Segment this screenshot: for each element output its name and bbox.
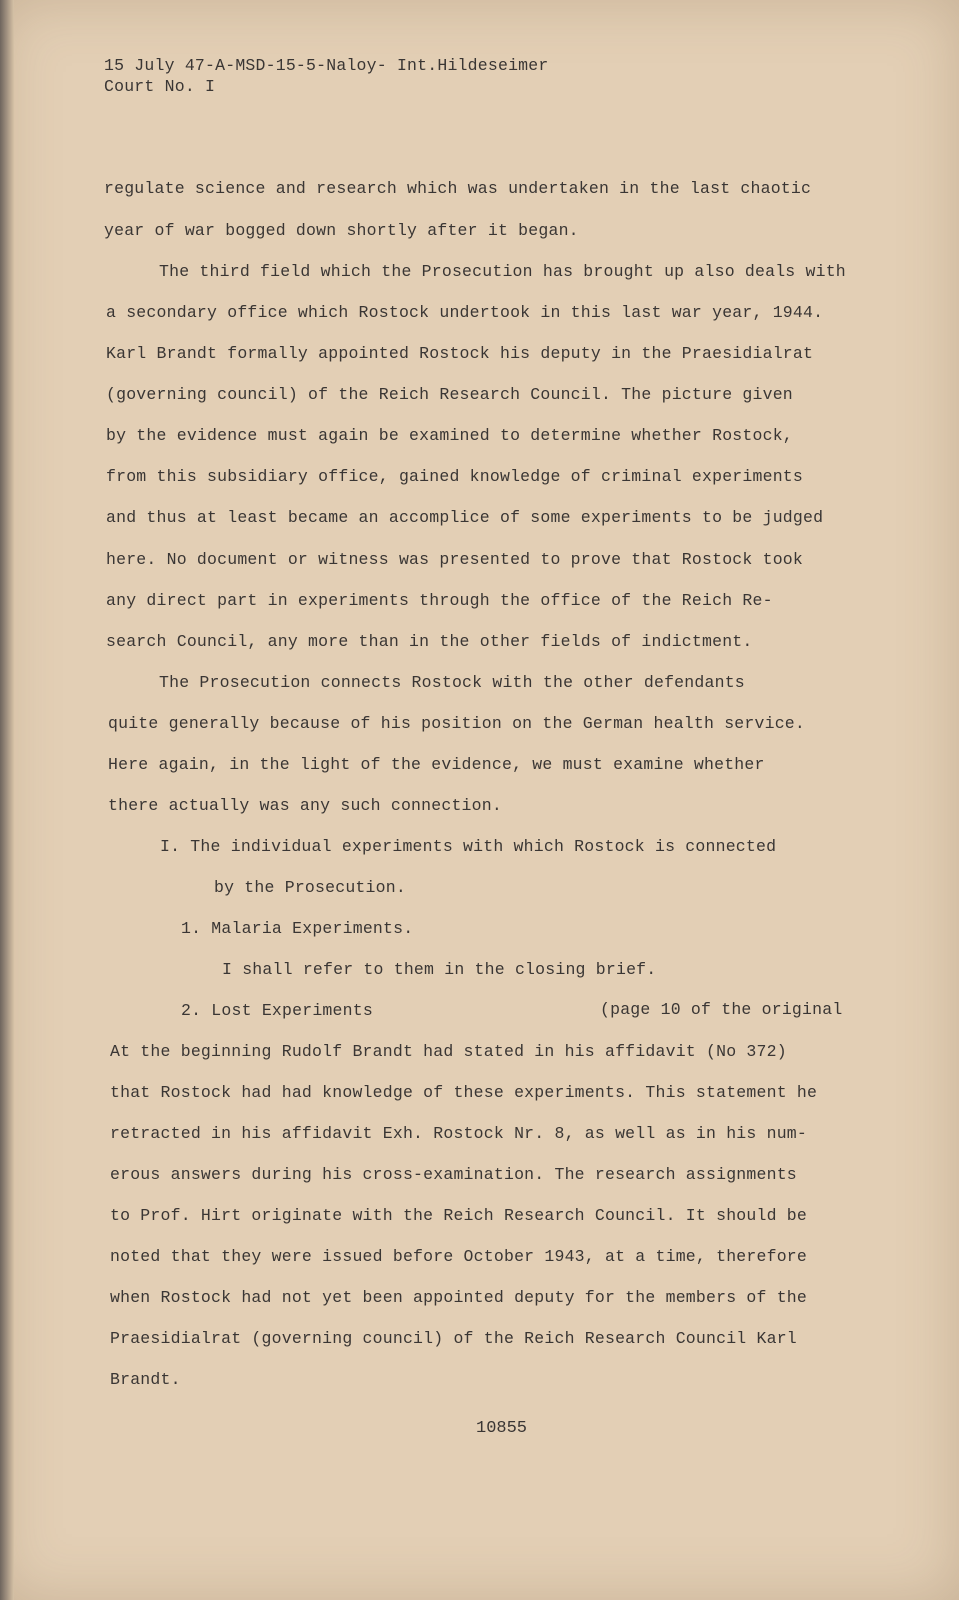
body-line: there actually was any such connection. [108, 796, 502, 815]
paper-edge-shadow [0, 0, 14, 1600]
body-line: noted that they were issued before October 1943, at a time, therefore [110, 1247, 808, 1266]
body-line: Karl Brandt formally appointed Rostock his deputy in the Praesidialrat [106, 344, 814, 363]
list-heading-continued: by the Prosecution. [214, 878, 406, 897]
body-line: any direct part in experiments through the office of the Reich Re- [106, 591, 773, 610]
body-line: from this subsidiary office, gained knowledge of criminal experiments [106, 467, 804, 486]
list-item-title: 2. Lost Experiments [181, 1001, 373, 1020]
body-line: when Rostock had not yet been appointed deputy for the members of the [110, 1288, 808, 1307]
list-heading: I. The individual experiments with which Rostock is connected [160, 837, 777, 856]
body-line: regulate science and research which was undertaken in the last chaotic [104, 179, 812, 198]
body-line: (governing council) of the Reich Research Council. The picture given [106, 385, 793, 404]
list-item-text: I shall refer to them in the closing brief. [222, 960, 657, 979]
body-line: and thus at least became an accomplice of some experiments to be judged [106, 508, 824, 527]
body-line: a secondary office which Rostock undertook in this last war year, 1944. [106, 303, 824, 322]
body-line: retracted in his affidavit Exh. Rostock Nr. 8, as well as in his num- [110, 1124, 808, 1143]
margin-note: (page 10 of the original [600, 1000, 843, 1019]
body-line: that Rostock had had knowledge of these experiments. This statement he [110, 1083, 818, 1102]
page-number: 10855 [476, 1419, 528, 1438]
body-line: to Prof. Hirt originate with the Reich Research Council. It should be [110, 1206, 808, 1225]
list-item-title: 1. Malaria Experiments. [181, 919, 414, 938]
body-line: year of war bogged down shortly after it began. [104, 221, 579, 240]
body-line: search Council, any more than in the other fields of indictment. [106, 632, 753, 651]
body-line: Here again, in the light of the evidence, we must examine whether [108, 755, 765, 774]
body-line: The Prosecution connects Rostock with the other defendants [159, 673, 745, 692]
body-line: here. No document or witness was presented to prove that Rostock took [106, 550, 804, 569]
body-line: Praesidialrat (governing council) of the Reich Research Council Karl [110, 1329, 797, 1348]
body-line: At the beginning Rudolf Brandt had stated in his affidavit (No 372) [110, 1042, 787, 1061]
header-line-2: Court No. I [104, 77, 216, 96]
body-line: The third field which the Prosecution has brought up also deals with [159, 262, 846, 281]
body-line: quite generally because of his position on the German health service. [108, 714, 806, 733]
body-line: erous answers during his cross-examination. The research assignments [110, 1165, 797, 1184]
header-line-1: 15 July 47-A-MSD-15-5-Naloy- Int.Hildeseimer [104, 56, 549, 75]
body-line: Brandt. [110, 1370, 181, 1389]
body-line: by the evidence must again be examined to determine whether Rostock, [106, 426, 793, 445]
